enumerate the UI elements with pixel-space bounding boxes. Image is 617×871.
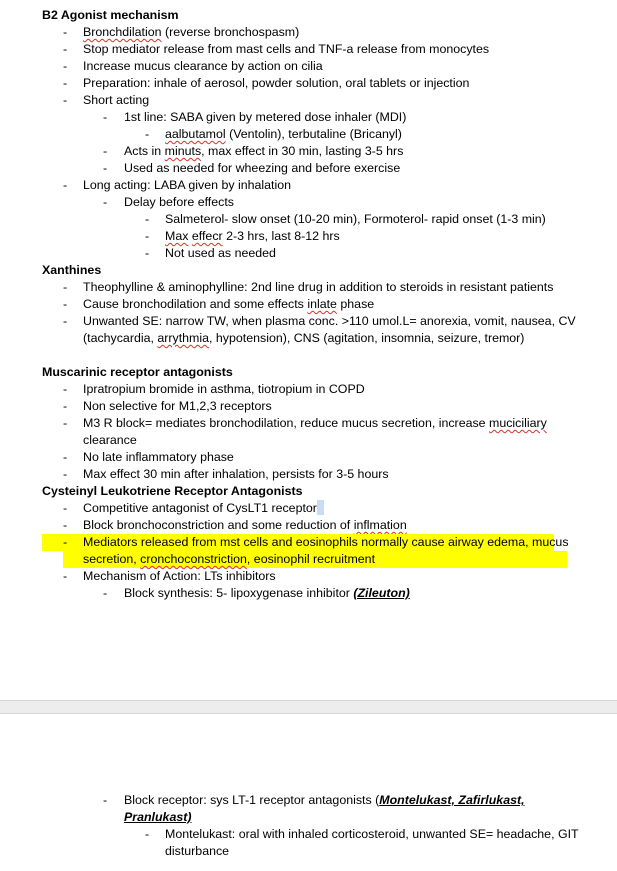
bullet-dash: - xyxy=(63,280,68,294)
list-item: Acts in minuts, max effect in 30 min, lasting 3-5 hrs xyxy=(124,144,404,158)
bullet-dash: - xyxy=(145,212,150,226)
bullet-dash: - xyxy=(63,535,68,549)
bullet-dash: - xyxy=(103,161,108,175)
bullet-dash: - xyxy=(63,467,68,481)
list-item: Delay before effects xyxy=(124,195,234,209)
list-item: Salmeterol- slow onset (10-20 min), Formoterol- rapid onset (1-3 min) xyxy=(165,212,546,226)
list-item-continuation: disturbance xyxy=(165,844,230,858)
list-item: Competitive antagonist of CysLT1 receptor xyxy=(83,500,324,517)
bullet-dash: - xyxy=(63,450,68,464)
bullet-dash: - xyxy=(103,586,108,600)
list-item: Preparation: inhale of aerosol, powder solution, oral tablets or injection xyxy=(83,76,470,90)
list-item: Block receptor: sys LT-1 receptor antagonists (Montelukast, Zafirlukast, xyxy=(124,793,525,807)
list-item: Not used as needed xyxy=(165,246,276,260)
bullet-dash: - xyxy=(63,297,68,311)
list-item: Unwanted SE: narrow TW, when plasma conc. >110 umol.L= anorexia, vomit, nausea, CV xyxy=(83,314,576,328)
list-item: Theophylline & aminophylline: 2nd line drug in addition to steroids in resistant patients xyxy=(83,280,554,294)
bullet-dash: - xyxy=(103,793,108,807)
list-item-continuation: clearance xyxy=(83,433,137,447)
list-item-continuation: (tachycardia, arrythmia, hypotension), CNS (agitation, insomnia, seizure, tremor) xyxy=(83,331,525,345)
bullet-dash: - xyxy=(63,42,68,56)
bullet-dash: - xyxy=(145,229,150,243)
bullet-dash: - xyxy=(145,827,150,841)
list-item: Used as needed for wheezing and before exercise xyxy=(124,161,401,175)
list-item: M3 R block= mediates bronchodilation, reduce mucus secretion, increase muciciliary xyxy=(83,416,547,430)
list-item: Stop mediator release from mast cells and TNF-a release from monocytes xyxy=(83,42,490,56)
bullet-dash: - xyxy=(63,59,68,73)
list-item: aalbutamol (Ventolin), terbutaline (Bricanyl) xyxy=(165,127,402,141)
section-heading-xanthines: Xanthines xyxy=(42,263,102,277)
bullet-dash: - xyxy=(63,569,68,583)
bullet-dash: - xyxy=(103,195,108,209)
list-item: Ipratropium bromide in asthma, tiotropium in COPD xyxy=(83,382,365,396)
list-item: Non selective for M1,2,3 receptors xyxy=(83,399,272,413)
document-page-2 xyxy=(0,714,617,871)
list-item: Increase mucus clearance by action on cilia xyxy=(83,59,323,73)
bullet-dash: - xyxy=(63,93,68,107)
bullet-dash: - xyxy=(145,246,150,260)
section-heading-b2-agonist: B2 Agonist mechanism xyxy=(42,8,179,22)
bullet-dash: - xyxy=(63,382,68,396)
bullet-dash: - xyxy=(63,25,68,39)
bullet-dash: - xyxy=(63,518,68,532)
list-item: Block synthesis: 5- lipoxygenase inhibitor (Zileuton) xyxy=(124,586,410,600)
section-heading-muscarinic: Muscarinic receptor antagonists xyxy=(42,365,233,379)
list-item: Block bronchoconstriction and some reduction of inflmation xyxy=(83,518,407,532)
bullet-dash: - xyxy=(63,76,68,90)
bullet-dash: - xyxy=(63,416,68,430)
list-item: Montelukast: oral with inhaled corticosteroid, unwanted SE= headache, GIT xyxy=(165,827,579,841)
bullet-dash: - xyxy=(103,144,108,158)
bullet-dash: - xyxy=(63,178,68,192)
list-item: Max effecr 2-3 hrs, last 8-12 hrs xyxy=(165,229,340,243)
text-selection-cursor xyxy=(317,500,324,515)
bullet-dash: - xyxy=(103,110,108,124)
list-item: Max effect 30 min after inhalation, persists for 3-5 hours xyxy=(83,467,389,481)
list-item: Long acting: LABA given by inhalation xyxy=(83,178,292,192)
list-item: Cause bronchodilation and some effects inlate phase xyxy=(83,297,375,311)
page-break xyxy=(0,700,617,714)
highlighted-list-item: Mediators released from mst cells and eosinophils normally cause airway edema, mucus xyxy=(83,535,569,549)
section-heading-cysteinyl: Cysteinyl Leukotriene Receptor Antagonists xyxy=(42,484,303,498)
list-item: Mechanism of Action: LTs inhibitors xyxy=(83,569,276,583)
list-item-continuation: Pranlukast) xyxy=(124,810,192,824)
bullet-dash: - xyxy=(63,501,68,515)
bullet-dash: - xyxy=(63,314,68,328)
list-item: No late inflammatory phase xyxy=(83,450,234,464)
list-item: Bronchdilation (reverse bronchospasm) xyxy=(83,25,300,39)
bullet-dash: - xyxy=(63,399,68,413)
highlighted-list-item-continuation: secretion, cronchoconstriction, eosinophil recruitment xyxy=(83,552,376,566)
bullet-dash: - xyxy=(145,127,150,141)
list-item: Short acting xyxy=(83,93,150,107)
list-item: 1st line: SABA given by metered dose inhaler (MDI) xyxy=(124,110,407,124)
